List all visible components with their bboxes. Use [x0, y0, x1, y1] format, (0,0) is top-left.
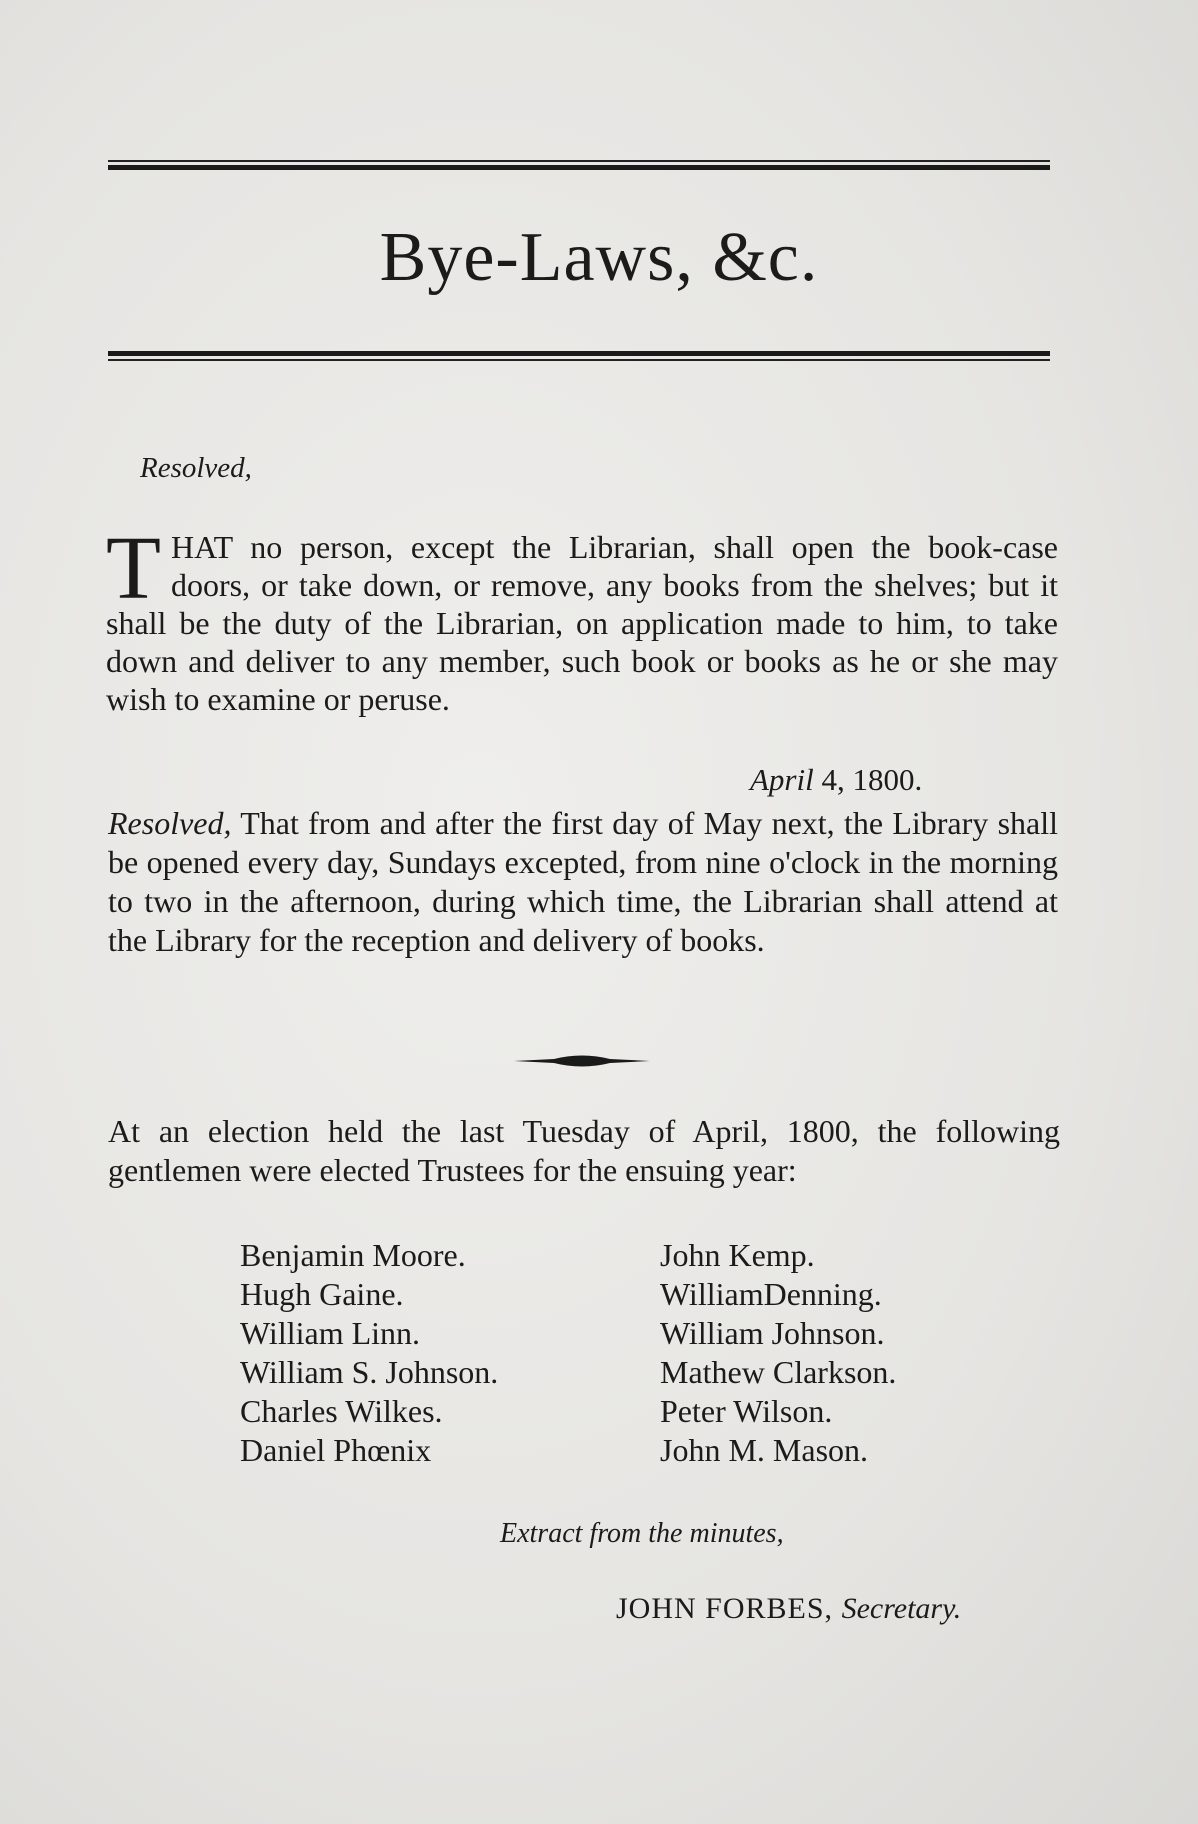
ornament-divider [514, 1052, 650, 1070]
election-paragraph: At an election held the last Tuesday of April, 1800, the following gentlemen were elected Trustees for the ensuing year: [108, 1113, 1060, 1188]
resolution-2-lead: Resolved, [108, 805, 232, 841]
trustee-name: John Kemp. [660, 1237, 815, 1273]
trustee-name: Charles Wilkes. [240, 1393, 443, 1429]
extract-note: Extract from the minutes, [500, 1518, 784, 1549]
trustee-name: William Linn. [240, 1315, 421, 1351]
trustee-name: John M. Mason. [660, 1432, 869, 1468]
trustee-name: William Johnson. [660, 1315, 885, 1351]
resolution-2-text: That from and after the first day of May next, the Library shall be opened every day, Sundays excepted, from nine o'clock in the morning to two in the afternoon, during which time, the Librarian shall attend at the Library for the reception and delivery of books. [108, 805, 1058, 958]
trustees-column-left [240, 1236, 660, 1470]
trustees-list [240, 1236, 1000, 1470]
resolution-1-text: HAT no person, except the Librarian, shall open the book-case doors, or take down, or remove, any books from the shelves; but it shall be the duty of the Librarian, on application made to him, to take down and deliver to any member, such book or books as he or she may wish to examine or peruse. [106, 529, 1058, 717]
resolution-1-paragraph [106, 519, 1058, 718]
resolution-1-heading: Resolved, [140, 452, 252, 484]
resolution-1-date [750, 762, 922, 798]
resolution-2-paragraph [108, 804, 1058, 960]
trustee-name: Daniel Phœnix [240, 1432, 432, 1468]
title-underline-double-rule [108, 351, 1050, 362]
trustee-name: WilliamDenning. [660, 1276, 882, 1312]
top-double-rule [108, 160, 1050, 171]
secretary-name: JOHN FORBES, [616, 1592, 834, 1625]
trustees-column-right [660, 1236, 1000, 1470]
trustee-name: Benjamin Moore. [240, 1237, 466, 1273]
trustee-name: Peter Wilson. [660, 1393, 833, 1429]
trustee-name: Mathew Clarkson. [660, 1354, 897, 1390]
date-day-year: 4, 1800. [821, 762, 923, 797]
document-title: Bye-Laws, &c. [379, 219, 819, 296]
drop-cap-letter: T [106, 519, 161, 618]
signature-line [616, 1592, 961, 1626]
trustee-name: William S. Johnson. [240, 1354, 499, 1390]
secretary-role: Secretary. [841, 1592, 962, 1625]
trustee-name: Hugh Gaine. [240, 1276, 404, 1312]
date-month: April [750, 762, 814, 797]
